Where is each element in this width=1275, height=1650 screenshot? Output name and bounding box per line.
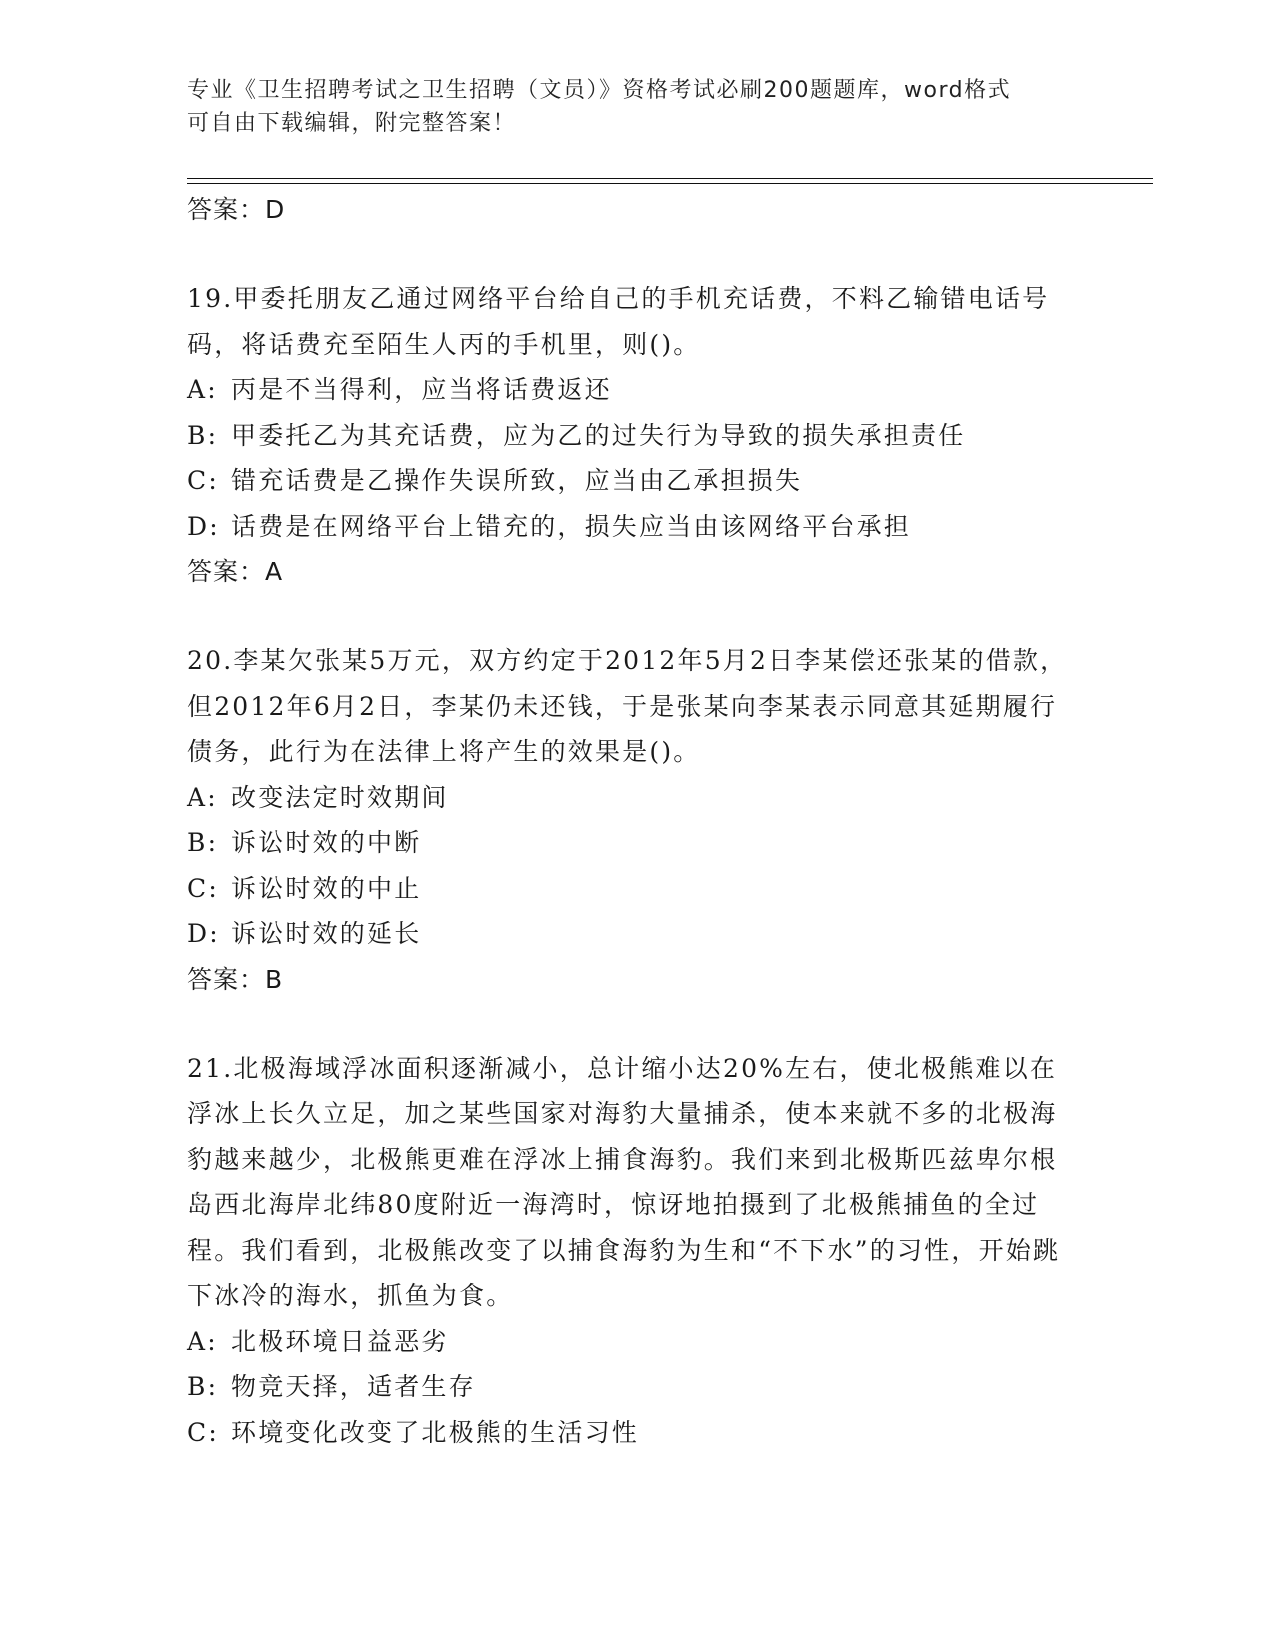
option-letter: A: (187, 782, 218, 812)
option-text: 诉讼时效的中止 (231, 873, 422, 903)
option-b (187, 1364, 1077, 1410)
option-letter: C: (187, 1417, 219, 1447)
header-line-1: 专业《卫生招聘考试之卫生招聘（文员）》资格考试必刷200题题库，word格式 (187, 78, 1012, 103)
option-c (187, 458, 1077, 504)
question-text: 21.北极海域浮冰面积逐渐减小，总计缩小达20%左右，使北极熊难以在浮冰上长久立足，加之某些国家对海豹大量捕杀，使本来就不多的北极海豹越来越少，北极熊更难在浮冰上捕食海豹。我们来到北极斯匹兹卑尔根岛西北海岸北纬80度附近一海湾时，惊讶地拍摄到了北极熊捕鱼的全过程。我们看到，北极熊改变了以捕食海豹为生和“不下水”的习性，开始跳下冰冷的海水，抓鱼为食。 (187, 1053, 1061, 1310)
option-text: 话费是在网络平台上错充的，损失应当由该网络平台承担 (231, 511, 912, 541)
question-text: 20.李某欠张某5万元，双方约定于2012年5月2日李某偿还张某的借款，但2012年6月2日，李某仍未还钱，于是张某向李某表示同意其延期履行债务，此行为在法律上将产生的效果是()。 (187, 646, 1068, 766)
option-letter: B: (187, 828, 219, 857)
option-letter: B: (187, 420, 219, 450)
option-letter: C: (187, 466, 219, 495)
option-text: 丙是不当得利，应当将话费返还 (231, 375, 612, 404)
option-b (187, 413, 1077, 459)
option-a (187, 367, 1077, 413)
option-d (187, 504, 1077, 550)
answer-label: 答案：D (187, 195, 286, 224)
question-block (187, 276, 1077, 594)
option-c (187, 1410, 1077, 1456)
option-a (187, 775, 1077, 821)
document-body (187, 187, 1077, 1455)
page-header (187, 74, 1067, 140)
answer-label: 答案：B (187, 964, 284, 994)
header-rule-top (187, 178, 1153, 179)
option-text: 甲委托乙为其充话费，应为乙的过失行为导致的损失承担责任 (231, 420, 966, 450)
question-block (187, 638, 1077, 1002)
header-line-2: 可自由下载编辑，附完整答案！ (187, 111, 517, 136)
option-letter: A: (187, 375, 218, 404)
option-d (187, 911, 1077, 957)
option-b (187, 820, 1077, 866)
option-text: 诉讼时效的中断 (231, 828, 422, 857)
option-letter: D: (187, 511, 220, 541)
answer-label: 答案：A (187, 557, 284, 586)
option-text: 环境变化改变了北极熊的生活习性 (231, 1417, 640, 1447)
question-block (187, 1046, 1077, 1456)
option-a (187, 1319, 1077, 1365)
question-text: 19.甲委托朋友乙通过网络平台给自己的手机充话费，不料乙输错电话号码，将话费充至陌生人丙的手机里，则()。 (187, 284, 1050, 359)
option-text: 诉讼时效的延长 (231, 919, 422, 948)
option-text: 错充话费是乙操作失误所致，应当由乙承担损失 (231, 466, 803, 495)
option-text: 北极环境日益恶劣 (231, 1326, 449, 1356)
option-c (187, 866, 1077, 912)
header-rule-bottom (187, 183, 1153, 184)
option-text: 改变法定时效期间 (231, 782, 449, 812)
option-letter: A: (187, 1326, 218, 1356)
option-letter: B: (187, 1372, 219, 1401)
option-text: 物竞天择，适者生存 (231, 1372, 476, 1401)
option-letter: C: (187, 873, 219, 903)
option-letter: D: (187, 919, 220, 948)
